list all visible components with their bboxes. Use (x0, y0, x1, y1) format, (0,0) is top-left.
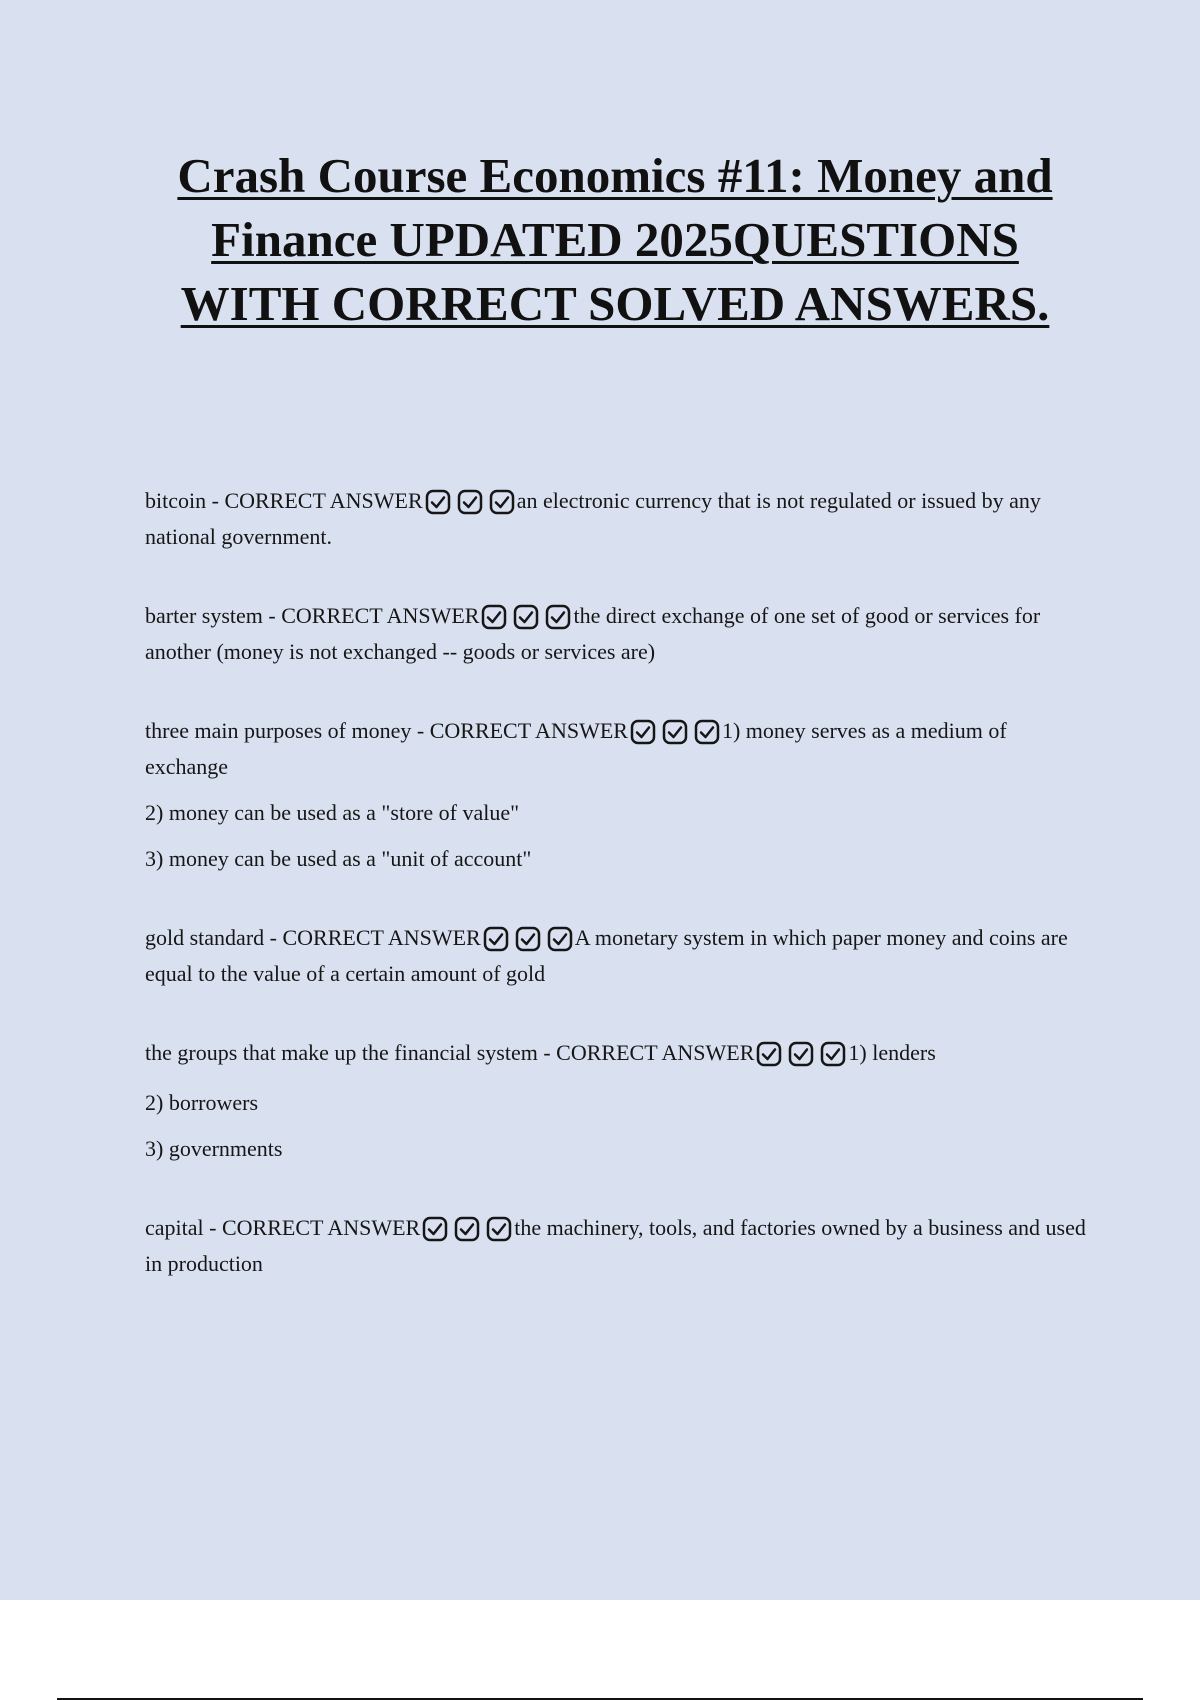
qa-item-barter-system (145, 600, 1095, 668)
answer-marker: CORRECT ANSWER (221, 1215, 421, 1240)
checkbox-check-icon (694, 719, 720, 745)
checkbox-check-icon (515, 926, 541, 952)
qa-item-three-main-purposes (145, 715, 1095, 875)
qa-extra-line: 3) governments (145, 1136, 283, 1161)
qa-line: gold standard - CORRECT ANSWER A monetary system in which paper money and coins are equal to the value of a certain amount of gold (145, 925, 1068, 986)
qa-extra-line: 2) borrowers (145, 1090, 259, 1115)
checkbox-check-icon (756, 1041, 782, 1067)
document-title: Crash Course Economics #11: Money and Finance UPDATED 2025QUESTIONS WITH CORRECT SOLVED ANSWERS. (177, 148, 1053, 331)
qa-answer: 1) lenders (848, 1040, 936, 1065)
checkbox-check-icon (662, 719, 688, 745)
qa-item-gold-standard (145, 922, 1095, 990)
check-icons (630, 719, 722, 751)
answer-marker: CORRECT ANSWER (429, 718, 628, 743)
qa-term: gold standard (145, 925, 265, 950)
checkbox-check-icon (422, 1216, 448, 1242)
check-icons (481, 604, 573, 636)
checkbox-check-icon (454, 1216, 480, 1242)
checkbox-check-icon (483, 926, 509, 952)
answer-marker: CORRECT ANSWER (282, 925, 481, 950)
qa-line: the groups that make up the financial system - CORRECT ANSWER 1) lenders (145, 1037, 1095, 1073)
qa-term: barter system (145, 603, 263, 628)
checkbox-check-icon (547, 926, 573, 952)
checkbox-check-icon (425, 489, 451, 515)
qa-term: bitcoin (145, 488, 207, 513)
qa-answer: A monetary system in which paper money and coins are equal to the value of a certain amount of gold (145, 925, 1068, 986)
qa-extra-line: 2) money can be used as a "store of value" (145, 800, 520, 825)
qa-line: barter system - CORRECT ANSWER the direct exchange of one set of good or services for another (money is not exchanged -- goods or services are) (145, 603, 1041, 664)
checkbox-check-icon (788, 1041, 814, 1067)
qa-line: capital - CORRECT ANSWER the machinery, tools, and factories owned by a business and used in production (145, 1215, 1086, 1276)
check-icons (483, 926, 575, 958)
qa-answer: the machinery, tools, and factories owned by a business and used in production (145, 1215, 1086, 1276)
checkbox-check-icon (457, 489, 483, 515)
qa-item-financial-system-groups (145, 1037, 1095, 1165)
qa-list (145, 485, 1095, 1327)
qa-answer: 1) money serves as a medium of exchange (145, 718, 1007, 779)
checkbox-check-icon (486, 1216, 512, 1242)
checkbox-check-icon (489, 489, 515, 515)
check-icons (425, 489, 517, 521)
answer-marker: CORRECT ANSWER (281, 603, 480, 628)
checkbox-check-icon (630, 719, 656, 745)
qa-extra-line: 3) money can be used as a "unit of account" (145, 846, 532, 871)
checkbox-check-icon (513, 604, 539, 630)
qa-line: bitcoin - CORRECT ANSWER an electronic currency that is not regulated or issued by any national government. (145, 488, 1041, 549)
qa-term: three main purposes of money (145, 718, 412, 743)
checkbox-check-icon (545, 604, 571, 630)
checkbox-check-icon (481, 604, 507, 630)
qa-item-bitcoin (145, 485, 1095, 553)
qa-item-capital (145, 1212, 1095, 1280)
qa-line: three main purposes of money - CORRECT ANSWER 1) money serves as a medium of exchange (145, 718, 1007, 779)
check-icons (756, 1041, 848, 1073)
qa-term: the groups that make up the financial system (145, 1040, 538, 1065)
checkbox-check-icon (820, 1041, 846, 1067)
qa-answer: an electronic currency that is not regulated or issued by any national government. (145, 488, 1041, 549)
answer-marker: CORRECT ANSWER (224, 488, 423, 513)
qa-term: capital (145, 1215, 204, 1240)
qa-answer: the direct exchange of one set of good or services for another (money is not exchanged -- goods or services are) (145, 603, 1041, 664)
check-icons (422, 1216, 514, 1248)
answer-marker: CORRECT ANSWER (556, 1040, 755, 1065)
